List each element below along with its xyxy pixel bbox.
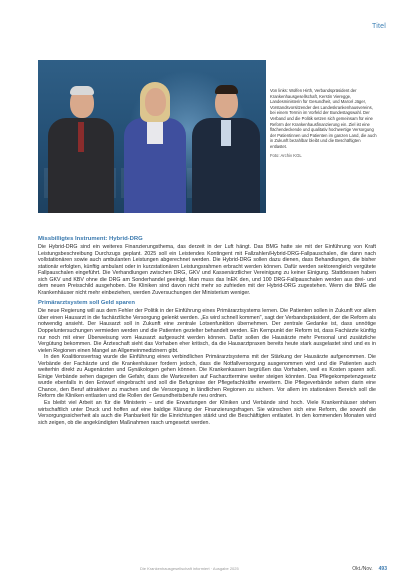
paragraph-primaerarzt-1: Die neue Regierung will aus dem Fehler der Politik in der Einführung eines Primärarztsystems lernen. Die Patienten sollen in Zukunft vor allem über einen Hausarzt in die fachärztliche Versorgung gelenkt werden. „Es wird schnell kommen", sagt der Verbandspräsident, der die Reform als notwendig ansieht. Der Hausarzt soll in Zukunft eine zentrale Lotsenfunktion übernehmen. Der zentrale Gedanke ist, dass unnötige Doppeluntersuchungen vermieden werden und die Patienten gezielter behandelt werden. Ein Kernpunkt der Reform ist, dass Fachärzte künftig nur noch mit einer Überweisung vom Hausarzt aufgesucht werden können. Dafür sollen die Hausärzte mehr Personal und zusätzliche Vergütung bekommen. Die Ärzteschaft sieht das Vorhaben eher kritisch, da die Hausarztpraxen bereits heute stark ausgelastet sind und es in vielen Regionen einen Mangel an Allgemeinmedizinern gibt.	[38, 308, 376, 354]
footer-issue-page	[352, 566, 387, 572]
person-left	[46, 82, 116, 213]
group-photo	[38, 60, 266, 213]
photo-caption	[270, 88, 378, 158]
page-footer	[0, 566, 413, 578]
footer-issue: Okt./Nov.	[352, 566, 373, 572]
page-number: 493	[378, 566, 387, 572]
paragraph-primaerarzt-2: In den Koalitionsvertrag wurde die Einführung eines verbindlichen Primärarztsystems mit der Stärkung der Hausärzte aufgenommen. Die Verbände der Fachärzte und die Krankenhäuser fordern jedoch, dass die Notfallversorgung ausgenommen wird und die Patienten auch weiterhin direkt zu Augenärzten und Gynäkologen gehen können. Die Krankenkassen begrüßen das Vorhaben, weil es Kosten sparen soll. Einige Verbände sehen dagegen die Gefahr, dass die Wartezeiten auf Facharzttermine weiter steigen könnten. Das Pflegekompetenzgesetz wurde ebenfalls in den Entwurf eingebracht und soll die Befugnisse der Pflegefachkräfte erweitern. Die Pflegeverbände sehen darin eine Chance, den Beruf attraktiver zu machen und die Versorgung in ländlichen Regionen zu sichern. Vor allem im stationären Bereich soll die Reform die Kliniken entlasten und die Rollen der Gesundheitsberufe neu ordnen.	[38, 354, 376, 400]
section-tag: Titel	[372, 23, 386, 30]
person-left-tie	[78, 122, 84, 152]
caption-text: Von links: Wolfen Hirth, Verbandspräsident der Krankenhausgesellschaft, Kerstin Vieregge, Landesministerin für Gesundheit, und Marcel Jäger, Vorstandsvorsitzender des Landeskrankenhausvereins, bei einem Termin im Vorfeld der Bundestagswahl. Der Verband und die Politik setzen sich gemeinsam für eine Reform der Krankenhausfinanzierung ein. Ziel ist eine flächendeckende und qualitativ hochwertige Versorgung der Patientinnen und Patienten im ganzen Land, die auch in Zukunft bezahlbar bleibt und die Beschäftigten entlastet.	[270, 88, 377, 149]
person-middle	[120, 78, 190, 213]
footer-publication-note: Die Krankenhausgesellschaft informiert · Ausgabe 2025	[140, 566, 239, 571]
person-middle-head	[145, 88, 166, 116]
person-right-hair	[215, 85, 238, 94]
paragraph-hybrid-drg: Die Hybrid-DRG sind ein weiteres Finanzierungsthema, das derzeit in der Luft hängt. Das BMG hatte sie mit der Einführung von Kraft Leistungsbeschreibung Durchzugs geplant. 2025 soll ein Leistendes Kontingent mit Fallzahlen/Hybrid-DRG-Fallpauschalen, die dann nach vollstationären sowie auch ambulanten Leistungen abgerechnet werden. Die Hybrid-DRG sollen dazu dienen, dass Behandlungen, die bisher stationär erfolgten, künftig ambulant oder in kurzstationären Leistungsrahmen erbracht werden können. Dafür werden sektorengleich vergütete Fallpauschalen eingeführt. Die Verhandlungen zwischen DRG, GKV und Kassenärztlicher Vereinigung zu keiner Einigung. Stattdessen haben sich GKV und KBV ohne die DRG am Sonderhandel geeinigt. Man muss das InEK den, und 100 DRG-Fallpauschalen werden aus drei- und dem neuen Preisschild ausgehoben. Die Kliniken sind davon nicht mehr so zufrieden mit der Hybrid-DRG zugestehen. Wenn die BMG die Krankenhäuser nicht mehr einbeziehen, werden Zuversuchungen der Ministerium weniger.	[38, 244, 376, 296]
person-left-hair	[70, 86, 94, 95]
person-right	[190, 80, 262, 213]
person-middle-blouse	[147, 120, 163, 144]
photo-credit: Foto: Archiv KGL	[270, 152, 302, 158]
article-body	[38, 236, 376, 426]
paragraph-primaerarzt-3: Es bleibt viel Arbeit an für die Ministerin – und die Erwartungen der Kliniken und Verbände sind hoch. Viele Krankenhäuser stehen wirtschaftlich unter Druck und hoffen auf eine baldige Klärung der Finanzierungsfragen. Sie wünschen sich eine Reform, die sowohl die Versorgungssicherheit als auch die Planbarkeit für die Einrichtungen stärkt und die Beschäftigten entlastet. In den kommenden Monaten wird sich zeigen, ob die angekündigten Maßnahmen rasch umgesetzt werden.	[38, 400, 376, 426]
person-right-shirt	[221, 120, 231, 146]
subheading-primaerarztsystem: Primärarztsystem soll Geld sparen	[38, 300, 135, 307]
subheading-hybrid-drg: Missbilligtes Instrument: Hybrid-DRG	[38, 236, 143, 242]
